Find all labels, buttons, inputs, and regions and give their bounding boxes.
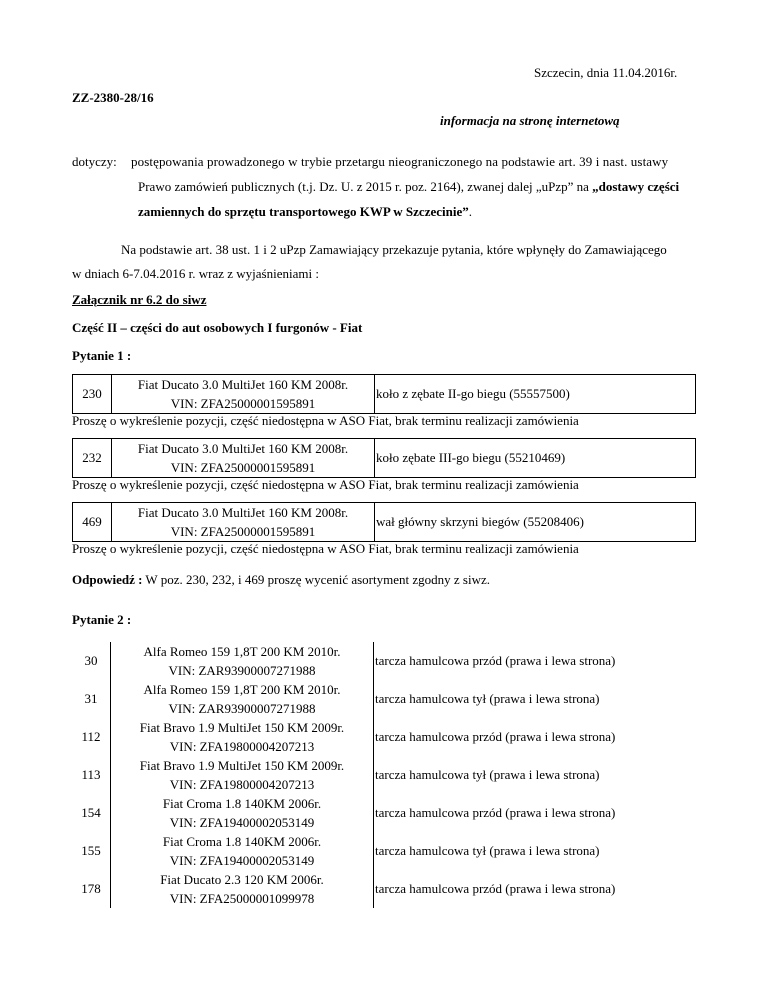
vehicle-cell	[112, 503, 375, 542]
answer-text: W poz. 230, 232, i 469 proszę wycenić asortyment zgodny z siwz.	[142, 572, 490, 587]
q1-note-232: Proszę o wykreślenie pozycji, część niedostępna w ASO Fiat, brak terminu realizacji zamówienia	[72, 477, 579, 492]
vehicle-model: Fiat Ducato 3.0 MultiJet 160 KM 2008r.	[137, 377, 349, 392]
position-number: 31	[72, 680, 111, 718]
q1-note-230: Proszę o wykreślenie pozycji, część niedostępna w ASO Fiat, brak terminu realizacji zamówienia	[72, 413, 579, 428]
vehicle-cell	[111, 680, 374, 718]
vehicle-model: Fiat Bravo 1.9 MultiJet 150 KM 2009r.	[139, 758, 345, 773]
vehicle-cell	[111, 756, 374, 794]
vehicle-model: Fiat Ducato 2.3 120 KM 2006r.	[160, 872, 324, 887]
part-name: koło z zębate II-go biegu (55557500)	[375, 375, 696, 414]
vehicle-vin: VIN: ZFA19400002053149	[169, 853, 315, 868]
intro-label: dotyczy:	[72, 154, 117, 169]
part-name: wał główny skrzyni biegów (55208406)	[375, 503, 696, 542]
q1-note-469: Proszę o wykreślenie pozycji, część niedostępna w ASO Fiat, brak terminu realizacji zamówienia	[72, 541, 579, 556]
intro-line-1: postępowania prowadzonego w trybie przetargu nieograniczonego na podstawie art. 39 i nast. ustawy	[131, 154, 669, 169]
intro-paragraph-2: w dniach 6-7.04.2016 r. wraz z wyjaśnieniami :	[72, 266, 319, 281]
answer-1	[72, 572, 490, 588]
part-name: tarcza hamulcowa przód (prawa i lewa strona)	[375, 653, 616, 668]
vehicle-cell	[112, 439, 375, 478]
part-name: tarcza hamulcowa tył (prawa i lewa strona)	[375, 691, 600, 706]
table-row	[72, 832, 696, 870]
position-number: 469	[73, 503, 112, 542]
table-row	[72, 794, 696, 832]
question-2-title: Pytanie 2 :	[72, 612, 132, 627]
vehicle-model: Fiat Croma 1.8 140KM 2006r.	[162, 796, 322, 811]
vehicle-cell	[112, 375, 375, 414]
q1-row-232	[72, 438, 696, 478]
vehicle-model: Fiat Croma 1.8 140KM 2006r.	[162, 834, 322, 849]
vehicle-model: Fiat Ducato 3.0 MultiJet 160 KM 2008r.	[137, 441, 349, 456]
vehicle-vin: VIN: ZFA25000001595891	[170, 460, 316, 475]
vehicle-vin: VIN: ZFA25000001595891	[170, 524, 316, 539]
q1-row-469	[72, 502, 696, 542]
intro-line-3-bold: zamiennych do sprzętu transportowego KWP w Szczecinie”	[138, 204, 469, 219]
vehicle-model: Alfa Romeo 159 1,8T 200 KM 2010r.	[143, 682, 341, 697]
part-name: tarcza hamulcowa tył (prawa i lewa strona)	[375, 843, 600, 858]
vehicle-model: Alfa Romeo 159 1,8T 200 KM 2010r.	[143, 644, 341, 659]
table-row	[72, 680, 696, 718]
vehicle-model: Fiat Ducato 3.0 MultiJet 160 KM 2008r.	[137, 505, 349, 520]
vehicle-vin: VIN: ZAR93900007271988	[168, 701, 316, 716]
position-number: 30	[72, 642, 111, 680]
vehicle-vin: VIN: ZFA25000001595891	[170, 396, 316, 411]
position-number: 178	[72, 870, 111, 908]
page-subtitle: informacja na stronę internetową	[440, 113, 620, 128]
part-name: tarcza hamulcowa przód (prawa i lewa strona)	[375, 805, 616, 820]
part-name: koło zębate III-go biegu (55210469)	[375, 439, 696, 478]
q2-table	[72, 642, 696, 908]
position-number: 112	[72, 718, 111, 756]
part-name: tarcza hamulcowa tył (prawa i lewa strona)	[375, 767, 600, 782]
intro-line-2-bold: „dostawy części	[592, 179, 680, 194]
question-1-title: Pytanie 1 :	[72, 348, 132, 363]
position-number: 154	[72, 794, 111, 832]
vehicle-vin: VIN: ZFA19800004207213	[169, 777, 315, 792]
q1-row-230	[72, 374, 696, 414]
intro-line-3-end: .	[468, 204, 472, 219]
position-number: 232	[73, 439, 112, 478]
position-number: 155	[72, 832, 111, 870]
vehicle-vin: VIN: ZAR93900007271988	[168, 663, 316, 678]
vehicle-cell	[111, 870, 374, 908]
vehicle-cell	[111, 718, 374, 756]
case-number: ZZ-2380-28/16	[72, 90, 154, 105]
attachment-title: Załącznik nr 6.2 do siwz	[72, 292, 207, 307]
table-row	[72, 870, 696, 908]
table-row	[72, 718, 696, 756]
part-name: tarcza hamulcowa przód (prawa i lewa strona)	[375, 881, 616, 896]
position-number: 113	[72, 756, 111, 794]
vehicle-cell	[111, 832, 374, 870]
vehicle-vin: VIN: ZFA19400002053149	[169, 815, 315, 830]
vehicle-vin: VIN: ZFA19800004207213	[169, 739, 315, 754]
vehicle-vin: VIN: ZFA25000001099978	[169, 891, 315, 906]
vehicle-cell	[111, 642, 374, 680]
table-row	[72, 642, 696, 680]
intro-paragraph-1: Na podstawie art. 38 ust. 1 i 2 uPzp Zamawiający przekazuje pytania, które wpłynęły do Zamawiającego	[121, 242, 667, 257]
intro-line-3	[138, 204, 472, 220]
intro-line-2-text: Prawo zamówień publicznych (t.j. Dz. U. z 2015 r. poz. 2164), zwanej dalej „uPzp” na	[138, 179, 593, 194]
vehicle-model: Fiat Bravo 1.9 MultiJet 150 KM 2009r.	[139, 720, 345, 735]
place-date: Szczecin, dnia 11.04.2016r.	[534, 65, 678, 80]
vehicle-cell	[111, 794, 374, 832]
position-number: 230	[73, 375, 112, 414]
section-title: Część II – części do aut osobowych I furgonów - Fiat	[72, 320, 363, 335]
table-row	[72, 756, 696, 794]
answer-label: Odpowiedź :	[72, 572, 143, 587]
part-name: tarcza hamulcowa przód (prawa i lewa strona)	[375, 729, 616, 744]
intro-line-2	[138, 179, 679, 195]
